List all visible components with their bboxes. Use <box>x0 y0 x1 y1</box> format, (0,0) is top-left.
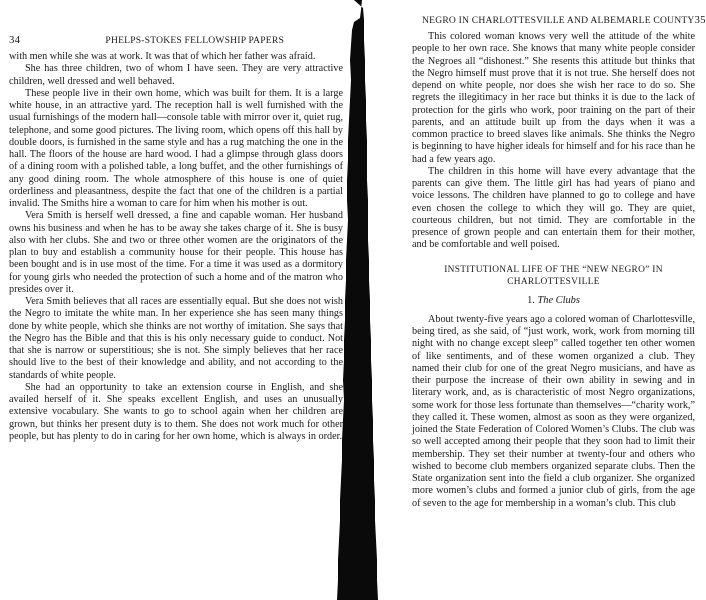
book-gutter-shadow <box>330 0 386 600</box>
section-heading-line-2: CHARLOTTESVILLE <box>507 276 600 287</box>
right-page-body <box>412 31 695 510</box>
left-page-body <box>9 51 343 443</box>
right-page-header <box>362 14 706 26</box>
left-page <box>0 0 352 600</box>
paragraph: Vera Smith is herself well dressed, a fine and capable woman. Her husband owns his business and when he has to be away she takes charge of it. She is busy also with her clubs. She and two or three other women are the originators of the plan to buy and establish a community house for their people. This house has been bought and is in use most of the time. For a time it was used as a dormitory for young girls who needed the protection of such a home and of the matron who presides over it. <box>9 210 343 295</box>
section-heading <box>412 264 695 288</box>
paragraph: The children in this home will have every advantage that the parents can give them. The little girl has had years of piano and voice lessons. The children have planned to go to college and have even chosen the college to which they will go. They are quiet, courteous children, but not timid. They are comfortable in the presence of grown people and can entertain them for their mother, and be comfortable and well poised. <box>412 165 695 251</box>
paragraph: She has three children, two of whom I have seen. They are very attractive children, well dressed and well behaved. <box>9 63 343 87</box>
left-page-number: 34 <box>9 34 21 46</box>
subsection-heading <box>412 295 695 307</box>
paragraph: with men while she was at work. It was that of which her father was afraid. <box>9 51 316 62</box>
left-running-head: PHELPS-STOKES FELLOWSHIP PAPERS <box>105 35 284 46</box>
paragraph: She had an opportunity to take an extension course in English, and she availed herself of it. She speaks excellent English, and uses an unusually extensive vocabulary. She wants to go to school again when her children are grown, but thinks her present duty is to them. She does not work much for other people, but has plenty to do in caring for her own home, which is always in order. <box>9 381 343 442</box>
paragraph: This colored woman knows very well the attitude of the white people to her own race. She knows that many white people consider the Negroes all “dishonest.” She resents this attitude but thinks that the Negro himself must prove that it is not true. She herself does not depend on white people, nor does she wish her race to do so. She regrets the illegitimacy in her race but thinks it is due to the lack of protection for the girls who work, poor training on the part of their parents, and an attitude built up from the days when it was a common practice to breed slaves like animals. She thinks the Negro is beginning to have higher ideals for himself and for his race than he had a few years ago. <box>412 31 695 165</box>
paragraph: Vera Smith believes that all races are essentially equal. But she does not wish the Negro to imitate the white man. In her experience she has seen many things done by white people, which she thinks are not worthy of imitation. She says that the Negro has the Bible and that this is his only necessary guide to conduct. Not that she is narrow or superstitious; she is not. She simply believes that her race should live to the best of their knowledge and ability, and not according to the standards of white people. <box>9 296 343 381</box>
right-page-number: 35 <box>694 14 706 26</box>
subsection-number: 1. <box>527 294 535 306</box>
paragraph: These people live in their own home, which was built for them. It is a large white house, in an attractive yard. The reception hall is well furnished with the usual furnishings of the modern hall—console table with mirror over it, quiet rug, telephone, and some good pictures. The living room, which opens off this hall by double doors, is furnished in the same style and has a rug matching the one in the hall. The floors of the house are hard wood. I had a glimpse through glass doors of a dining room with a polished table, a long buffet, and the other furnishings of any good dining room. The whole atmosphere of this house is one of quiet orderliness and pleasantness, despite the fact that one of the children is a partial invalid. The Smiths hire a woman to care for him when his mother is out. <box>9 87 343 209</box>
section-heading-line-1: INSTITUTIONAL LIFE OF THE “NEW NEGRO” IN <box>444 264 663 275</box>
paragraph: About twenty-five years ago a colored woman of Charlottesville, being tired, as she said, of “just work, work, work from morning till night with no change except sleep” called together ten other women of like sentiments, and of these women organized a club. They named their club for one of the great Negro musicians, and have as their purpose the increase of their own ability in sewing and in literary work, and, as is characteristic of most Negro organizations, some work for those less fortunate than themselves—“charity work,” they called it. These women, almost as soon as they were organized, joined the State Federation of Colored Women’s Clubs. The club was so well accepted among their people that they soon had to limit their membership. They set their number at twenty-four and others who wished to become club members organized separate clubs. Then the State organization sent into the field a club organizer. She organized more women’s clubs and formed a junior club of girls, from the age of seven to the age for membership in a woman’s club. This club <box>412 313 695 509</box>
right-page <box>362 0 706 600</box>
right-running-head: NEGRO IN CHARLOTTESVILLE AND ALBEMARLE COUNTY <box>422 15 695 26</box>
subsection-title: The Clubs <box>537 294 580 306</box>
left-page-header <box>9 34 333 46</box>
